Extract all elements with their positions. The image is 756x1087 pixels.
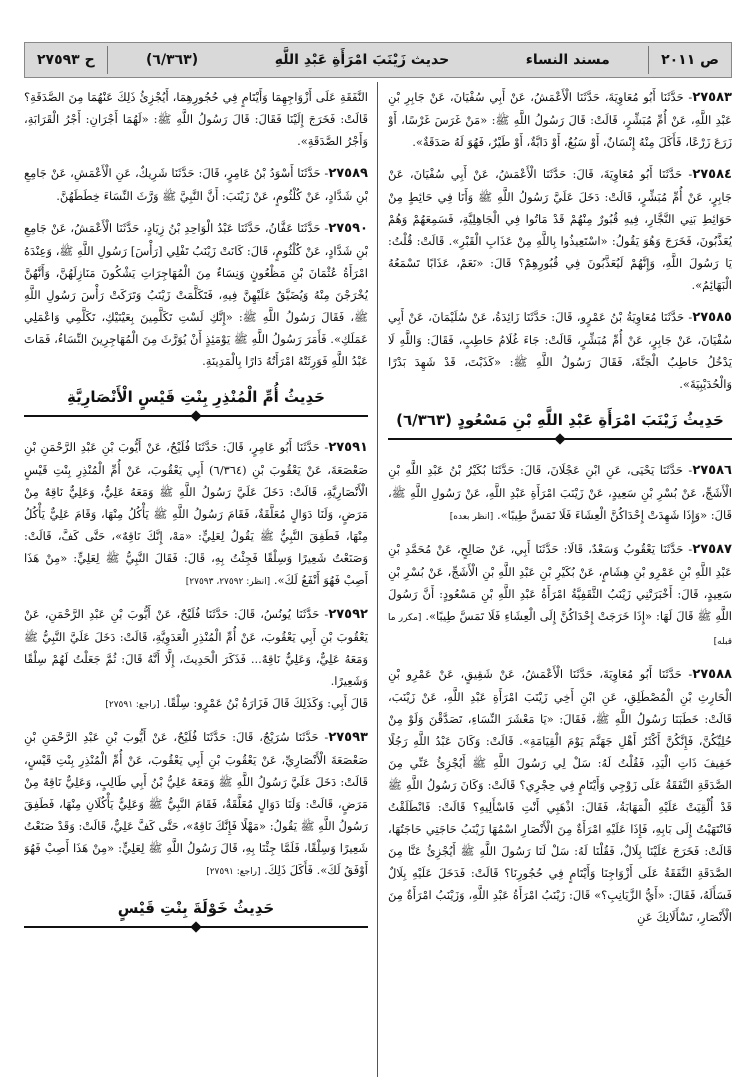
header-separator: [107, 46, 108, 74]
hadith-comment: قَالَ أَبِي: وَكَذَلِكَ قَالَ فَزَارَةُ بْنُ عَمْرٍو: سِلْقًا.: [163, 696, 368, 710]
hadith-reference: ح ٢٧٥٩٣: [37, 52, 95, 68]
hadith-27591: [24, 436, 368, 593]
hadith-number: ٢٧٥٨٩: [328, 166, 368, 181]
cross-reference: [انظر بعده]: [449, 512, 494, 522]
hadith-27587: [388, 538, 732, 653]
hadith-text: - حَدَّثَنَا أَبُو مُعَاوِيَةَ، حَدَّثَنَا الْأَعْمَشُ، عَنْ أَبِي سُفْيَانَ، عَنْ جَابِرِ بْنِ عَبْدِ اللَّهِ، عَنْ أُمِّ مُبَشِّرٍ، قَالَتْ: قَالَ رَسُولُ اللَّهِ ﷺ: «مَنْ غَرَسَ غَرْسًا، أَوْ زَرَعَ زَرْعًا، فَأَكَلَ مِنْهُ إِنْسَانٌ، أَوْ سَبُعٌ، أَوْ دَابَّةٌ، أَوْ طَيْرٌ، فَهُوَ لَهُ صَدَقَةٌ».: [388, 90, 732, 149]
hadith-number: ٢٧٥٨٤: [692, 167, 732, 182]
cross-reference: [مكرر ما قبله]: [388, 613, 732, 647]
hadith-27592: [24, 603, 368, 716]
hadith-27585: [388, 306, 732, 395]
section-ornament: [388, 435, 732, 443]
hadith-number: ٢٧٥٨٧: [692, 542, 732, 557]
hadith-number: ٢٧٥٨٦: [692, 463, 732, 478]
hadith-27589: [24, 162, 368, 207]
hadith-text: - حَدَّثَنَا أَسْوَدُ بْنُ عَامِرٍ، قَالَ: حَدَّثَنَا شَرِيكٌ، عَنِ الْأَعْمَشِ، عَنْ جَامِعِ بْنِ شَدَّادٍ، عَنْ كُلْثُومٍ، عَنْ زَيْنَبَ: أَنَّ النَّبِيَّ ﷺ وَرَّثَ النِّسَاءَ خِطَطَهُنَّ.: [24, 166, 368, 203]
hadith-text: - حَدَّثَنَا يَعْقُوبُ وَسَعْدٌ، قَالَا: حَدَّثَنَا أَبِي، عَنْ صَالِحٍ، عَنْ مُحَمَّدِ بْنِ عَبْدِ اللَّهِ بْنِ عَمْرِو بْنِ هِشَامٍ، عَنْ بُكَيْرِ بْنِ عَبْدِ اللَّهِ بْنِ الْأَشَجِّ، عَنْ بُسْرِ بْنِ سَعِيدٍ، قَالَ: أَخْبَرَتْنِي زَيْنَبُ الثَّقَفِيَّةُ امْرَأَةُ عَبْدِ اللَّهِ بْنِ مَسْعُودٍ: أَنَّ رَسُولَ اللَّهِ ﷺ قَالَ لَهَا: «إِذَا خَرَجَتْ إِحْدَاكُنَّ إِلَى الْعِشَاءِ فَلَا تَمَسَّ طِيبًا».: [388, 542, 732, 623]
hadith-text: - حَدَّثَنَا أَبُو مُعَاوِيَةَ، حَدَّثَنَا الْأَعْمَشُ، عَنْ شَقِيقٍ، عَنْ عَمْرِو بْنِ الْحَارِثِ بْنِ الْمُصْطَلِقِ، عَنِ ابْنِ أَخِي زَيْنَبَ امْرَأَةِ عَبْدِ اللَّهِ، عَنْ زَيْنَبَ، قَالَتْ: خَطَبَنَا رَسُولُ اللَّهِ ﷺ، فَقَالَ: «يَا مَعْشَرَ النِّسَاءِ، تَصَدَّقْنَ وَلَوْ مِنْ حُلِيِّكُنَّ، فَإِنَّكُنَّ أَكْثَرُ أَهْلِ جَهَنَّمَ يَوْمَ الْقِيَامَةِ». قَالَتْ: وَكَانَ عَبْدُ اللَّهِ رَجُلًا خَفِيفَ ذَاتِ الْيَدِ، فَقُلْتُ لَهُ: سَلْ لِي رَسُولَ اللَّهِ ﷺ أَيُجْزِئُ عَنِّي مِنَ الصَّدَقَةِ النَّفَقَةُ عَلَى زَوْجِي وَأَيْتَامٍ فِي حِجْرِي؟ قَالَتْ: وَكَانَ رَسُولُ اللَّهِ ﷺ قَدْ أُلْقِيَتْ عَلَيْهِ الْمَهَابَةُ، فَقَالَ: اذْهَبِي أَنْتِ فَاسْأَلِيهِ؟ قَالَتْ: فَانْطَلَقْتُ فَانْتَهَيْتُ إِلَى بَابِهِ، فَإِذَا عَلَيْهِ امْرَأَةٌ مِنَ الْأَنْصَارِ اسْمُهَا زَيْنَبُ حَاجَتِي حَاجَتُهَا، قَالَتْ: فَخَرَجَ عَلَيْنَا بِلَالٌ، فَقُلْنَا لَهُ: سَلْ لَنَا رَسُولَ اللَّهِ ﷺ أَيُجْزِئُ عَنَّا مِنَ الصَّدَقَةِ النَّفَقَةُ عَلَى أَزْوَاجِنَا وَأَيْتَامٍ فِي حُجُورِنَا؟ قَالَتْ: فَدَخَلَ عَلَيْهِ بِلَالٌ فَسَأَلَهُ، فَقَالَ: «أَيُّ الزَّيَانِبِ؟» قَالَ: زَيْنَبُ امْرَأَةُ عَبْدِ اللَّهِ، وَزَيْنَبُ امْرَأَةٌ مِنَ الْأَنْصَارِ، تَسْأَلَانِكَ عَنِ: [388, 667, 732, 924]
hadith-text: - حَدَّثَنَا سُرَيْجٌ، قَالَ: حَدَّثَنَا فُلَيْحٌ، عَنْ أَيُّوبَ بْنِ عَبْدِ الرَّحْمَنِ بْنِ صَعْصَعَةَ الْأَنْصَارِيِّ، عَنْ يَعْقُوبَ بْنِ أَبِي يَعْقُوبَ، عَنْ أُمِّ الْمُنْذِرِ بِنْتِ قَيْسٍ، قَالَتْ: دَخَلَ عَلَيَّ رَسُولُ اللَّهِ ﷺ وَمَعَهُ عَلِيُّ بْنُ أَبِي طَالِبٍ، وَعَلِيٌّ نَاقِهٌ مِنْ مَرَضٍ، قَالَتْ: وَلَنَا دَوَالٍ مُعَلَّقَةٌ، فَقَامَ النَّبِيُّ ﷺ وَعَلِيٌّ يَأْكُلَانِ مِنْهَا، فَطَفِقَ رَسُولُ اللَّهِ ﷺ يَقُولُ: «مَهْلًا فَإِنَّكَ نَاقِهٌ»، حَتَّى كَفَّ عَلِيٌّ، قَالَتْ: وَقَدْ صَنَعْتُ شَعِيرًا وَسِلْقًا، فَلَمَّا جِئْنَا بِهِ، قَالَ رَسُولُ اللَّهِ ﷺ لِعَلِيٍّ: «مِنْ هَذَا أَصِبْ فَهُوَ أَوْفَقُ لَكَ». فَأَكَلَ ذَلِكَ.: [24, 730, 368, 877]
hadith-text: - حَدَّثَنَا يُونُسُ، قَالَ: حَدَّثَنَا فُلَيْحٌ، عَنْ أَيُّوبَ بْنِ عَبْدِ الرَّحْمَنِ، عَنْ يَعْقُوبَ بْنِ أَبِي يَعْقُوبَ، عَنْ أُمِّ الْمُنْذِرِ الْعَدَوِيَّةِ، قَالَتْ: دَخَلَ عَلَيَّ النَّبِيُّ ﷺ وَمَعَهُ عَلِيٌّ، وَعَلِيٌّ نَاقِهٌ... فَذَكَرَ الْحَدِيثَ، إِلَّا أَنَّهُ قَالَ: ثُمَّ جَعَلْتُ لَهُمْ سِلْقًا وَشَعِيرًا.: [24, 607, 368, 688]
hadith-27586: [388, 459, 732, 528]
right-column: [388, 86, 732, 1076]
section-ornament: [24, 412, 368, 420]
hadith-27593: [24, 726, 368, 883]
hadith-27583: [388, 86, 732, 153]
hadith-number: ٢٧٥٩١: [328, 440, 368, 455]
volume-reference: (٦/٣٦٣): [146, 52, 199, 68]
header-separator: [648, 46, 649, 74]
hadith-text: - حَدَّثَنَا عَفَّانُ، حَدَّثَنَا عَبْدُ الْوَاحِدِ بْنُ زِيَادٍ، حَدَّثَنَا الْأَعْمَشُ، عَنْ جَامِعِ بْنِ شَدَّادٍ، عَنْ كُلْثُومٍ، قَالَ: كَانَتْ زَيْنَبُ تَفْلِي [رَأْسَ] رَسُولِ اللَّهِ ﷺ، وَعِنْدَهُ امْرَأَةُ عُثْمَانَ بْنِ مَظْعُونٍ وَنِسَاءٌ مِنَ الْمُهَاجِرَاتِ يَشْكُونَ مَنَازِلَهُنَّ، وَأَنَّهُنَّ يُخْرَجْنَ مِنْهُ وَيُضَيَّقُ عَلَيْهِنَّ فِيهِ، فَتَكَلَّمَتْ زَيْنَبُ وَتَرَكَتْ رَأْسَ رَسُولِ اللَّهِ ﷺ، فَقَالَ رَسُولُ اللَّهِ ﷺ: «إِنَّكِ لَسْتِ تَكَلَّمِينَ بِعَيْنَيْكِ، تَكَلَّمِي وَاعْمَلِي عَمَلَكِ». فَأَمَرَ رَسُولُ اللَّهِ ﷺ يَوْمَئِذٍ أَنْ يُوَرَّثَ مِنَ الْمُهَاجِرِينَ النِّسَاءُ، فَمَاتَ عَبْدُ اللَّهِ فَوَرِثَتْهُ امْرَأَتُهُ دَارًا بِالْمَدِينَةِ.: [24, 221, 368, 368]
hadith-continuation: [24, 86, 368, 152]
cross-reference: [انظر: ٢٧٥٩٢، ٢٧٥٩٣]: [185, 577, 271, 587]
hadith-text: - حَدَّثَنَا أَبُو مُعَاوِيَةَ، قَالَ: حَدَّثَنَا الْأَعْمَشُ، عَنْ أَبِي سُفْيَانَ، عَنْ جَابِرٍ، عَنْ أُمِّ مُبَشِّرٍ، قَالَتْ: دَخَلَ عَلَيَّ رَسُولُ اللَّهِ ﷺ وَأَنَا فِي حَائِطٍ مِنْ حَوَائِطِ بَنِي النَّجَّارِ، فِيهِ قُبُورٌ مِنْهُمْ قَدْ مَاتُوا فِي الْجَاهِلِيَّةِ، فَسَمِعَهُمْ وَهُمْ يُعَذَّبُونَ، فَخَرَجَ وَهُوَ يَقُولُ: «اسْتَعِيذُوا بِاللَّهِ مِنْ عَذَابِ الْقَبْرِ». قَالَتْ: قُلْتُ: يَا رَسُولَ اللَّهِ، وَإِنَّهُمْ لَيُعَذَّبُونَ فِي قُبُورِهِمْ؟ قَالَ: «نَعَمْ، عَذَابًا تَسْمَعُهُ الْبَهَائِمُ».: [388, 167, 732, 292]
hadith-number: ٢٧٥٨٥: [692, 310, 732, 325]
cross-reference: [راجع: ٢٧٥٩١]: [206, 867, 261, 877]
section-heading-umm-al-mundhir: [24, 386, 368, 420]
hadith-text: - حَدَّثَنَا يَحْيَى، عَنِ ابْنِ عَجْلَانَ، قَالَ: حَدَّثَنَا بُكَيْرُ بْنُ عَبْدِ اللَّهِ بْنِ الْأَشَجِّ، عَنْ بُسْرِ بْنِ سَعِيدٍ، عَنْ زَيْنَبَ امْرَأَةِ عَبْدِ اللَّهِ، عَنْ رَسُولِ اللَّهِ ﷺ، قَالَ: «وَإِذَا شَهِدَتْ إِحْدَاكُنَّ الْعِشَاءَ فَلَا تَمَسَّ طِيبًا».: [388, 463, 732, 522]
section-title: حَدِيثُ زَيْنَبَ امْرَأَةِ عَبْدِ اللَّهِ بْنِ مَسْعُودٍ (٦/٣٦٣): [396, 411, 724, 429]
section-title: حَدِيثُ أُمِّ الْمُنْذِرِ بِنْتِ قَيْسٍ الْأَنْصَارِيَّةِ: [67, 388, 325, 406]
hadith-number: ٢٧٥٩٠: [328, 221, 368, 236]
left-column: [24, 86, 368, 1076]
hadith-text: - حَدَّثَنَا مُعَاوِيَةُ بْنُ عَمْرٍو، قَالَ: حَدَّثَنَا زَائِدَةُ، عَنْ سُلَيْمَانَ، عَنْ أَبِي سُفْيَانَ، عَنْ جَابِرٍ، عَنْ أُمِّ مُبَشِّرٍ، قَالَتْ: جَاءَ غُلَامُ حَاطِبٍ، فَقَالَ: وَاللَّهِ لَا يَدْخُلُ حَاطِبٌ الْجَنَّةَ، فَقَالَ رَسُولُ اللَّهِ ﷺ: «كَذَبْتَ، قَدْ شَهِدَ بَدْرًا وَالْحُدَيْبِيَةَ».: [388, 310, 732, 391]
cross-reference: [راجع: ٢٧٥٩١]: [105, 700, 160, 710]
chapter-title: حديث زَيْنَبَ امْرَأَةِ عَبْدِ اللَّهِ: [274, 52, 450, 68]
hadith-number: ٢٧٥٨٨: [692, 667, 732, 682]
hadith-text: - حَدَّثَنَا أَبُو عَامِرٍ، قَالَ: حَدَّثَنَا فُلَيْحٌ، عَنْ أَيُّوبَ بْنِ عَبْدِ الرَّحْمَنِ بْنِ صَعْصَعَةَ، عَنْ يَعْقُوبَ بْنِ (٦/٣٦٤) أَبِي يَعْقُوبَ، عَنْ أُمِّ الْمُنْذِرِ بِنْتِ قَيْسٍ الْأَنْصَارِيَّةِ، قَالَتْ: دَخَلَ عَلَيَّ رَسُولُ اللَّهِ ﷺ وَمَعَهُ عَلِيٌّ، وَعَلِيٌّ نَاقِهٌ مِنْ مَرَضٍ، وَلَنَا دَوَالٍ مُعَلَّقَةٌ، فَقَامَ رَسُولُ اللَّهِ ﷺ يَأْكُلُ مِنْهَا، وَقَامَ عَلِيٌّ يَأْكُلُ مِنْهَا، فَطَفِقَ النَّبِيُّ ﷺ يَقُولُ لِعَلِيٍّ: «مَهْ، إِنَّكَ نَاقِهٌ»، حَتَّى كَفَّ، قَالَتْ: وَصَنَعْتُ شَعِيرًا وَسِلْقًا فَجِئْتُ بِهِ، قَالَ: فَقَالَ النَّبِيُّ ﷺ لِعَلِيٍّ: «مِنْ هَذَا أَصِبْ فَهُوَ أَنْفَعُ لَكَ».: [24, 440, 368, 587]
section-heading-zaynab: [388, 409, 732, 443]
hadith-27590: [24, 217, 368, 372]
hadith-27584: [388, 163, 732, 296]
section-ornament: [24, 923, 368, 931]
page-header: [24, 42, 732, 78]
page-number: ص ٢٠١١: [661, 52, 719, 68]
hadith-number: ٢٧٥٨٣: [692, 90, 732, 105]
hadith-27588: [388, 663, 732, 928]
section-title: حَدِيثُ خَوْلَةَ بِنْتِ قَيْسٍ: [117, 899, 275, 917]
section-heading-khawla: [24, 897, 368, 931]
hadith-number: ٢٧٥٩٢: [328, 607, 368, 622]
column-divider: [377, 82, 378, 1077]
header-titles: [108, 52, 648, 68]
hadith-text: النَّفَقَةِ عَلَى أَزْوَاجِهِمَا وَأَيْتَامٍ فِي حُجُورِهِمَا، أَيُجْزِئُ ذَلِكَ عَنْهُمَا مِنَ الصَّدَقَةِ؟ قَالَتْ: فَخَرَجَ إِلَيْنَا فَقَالَ: قَالَ رَسُولُ اللَّهِ ﷺ: «لَهُمَا أَجْرَانِ: أَجْرُ الْقَرَابَةِ، وَأَجْرُ الصَّدَقَةِ».: [24, 90, 368, 148]
book-title: مسند النساء: [525, 52, 610, 68]
hadith-number: ٢٧٥٩٣: [328, 730, 368, 745]
